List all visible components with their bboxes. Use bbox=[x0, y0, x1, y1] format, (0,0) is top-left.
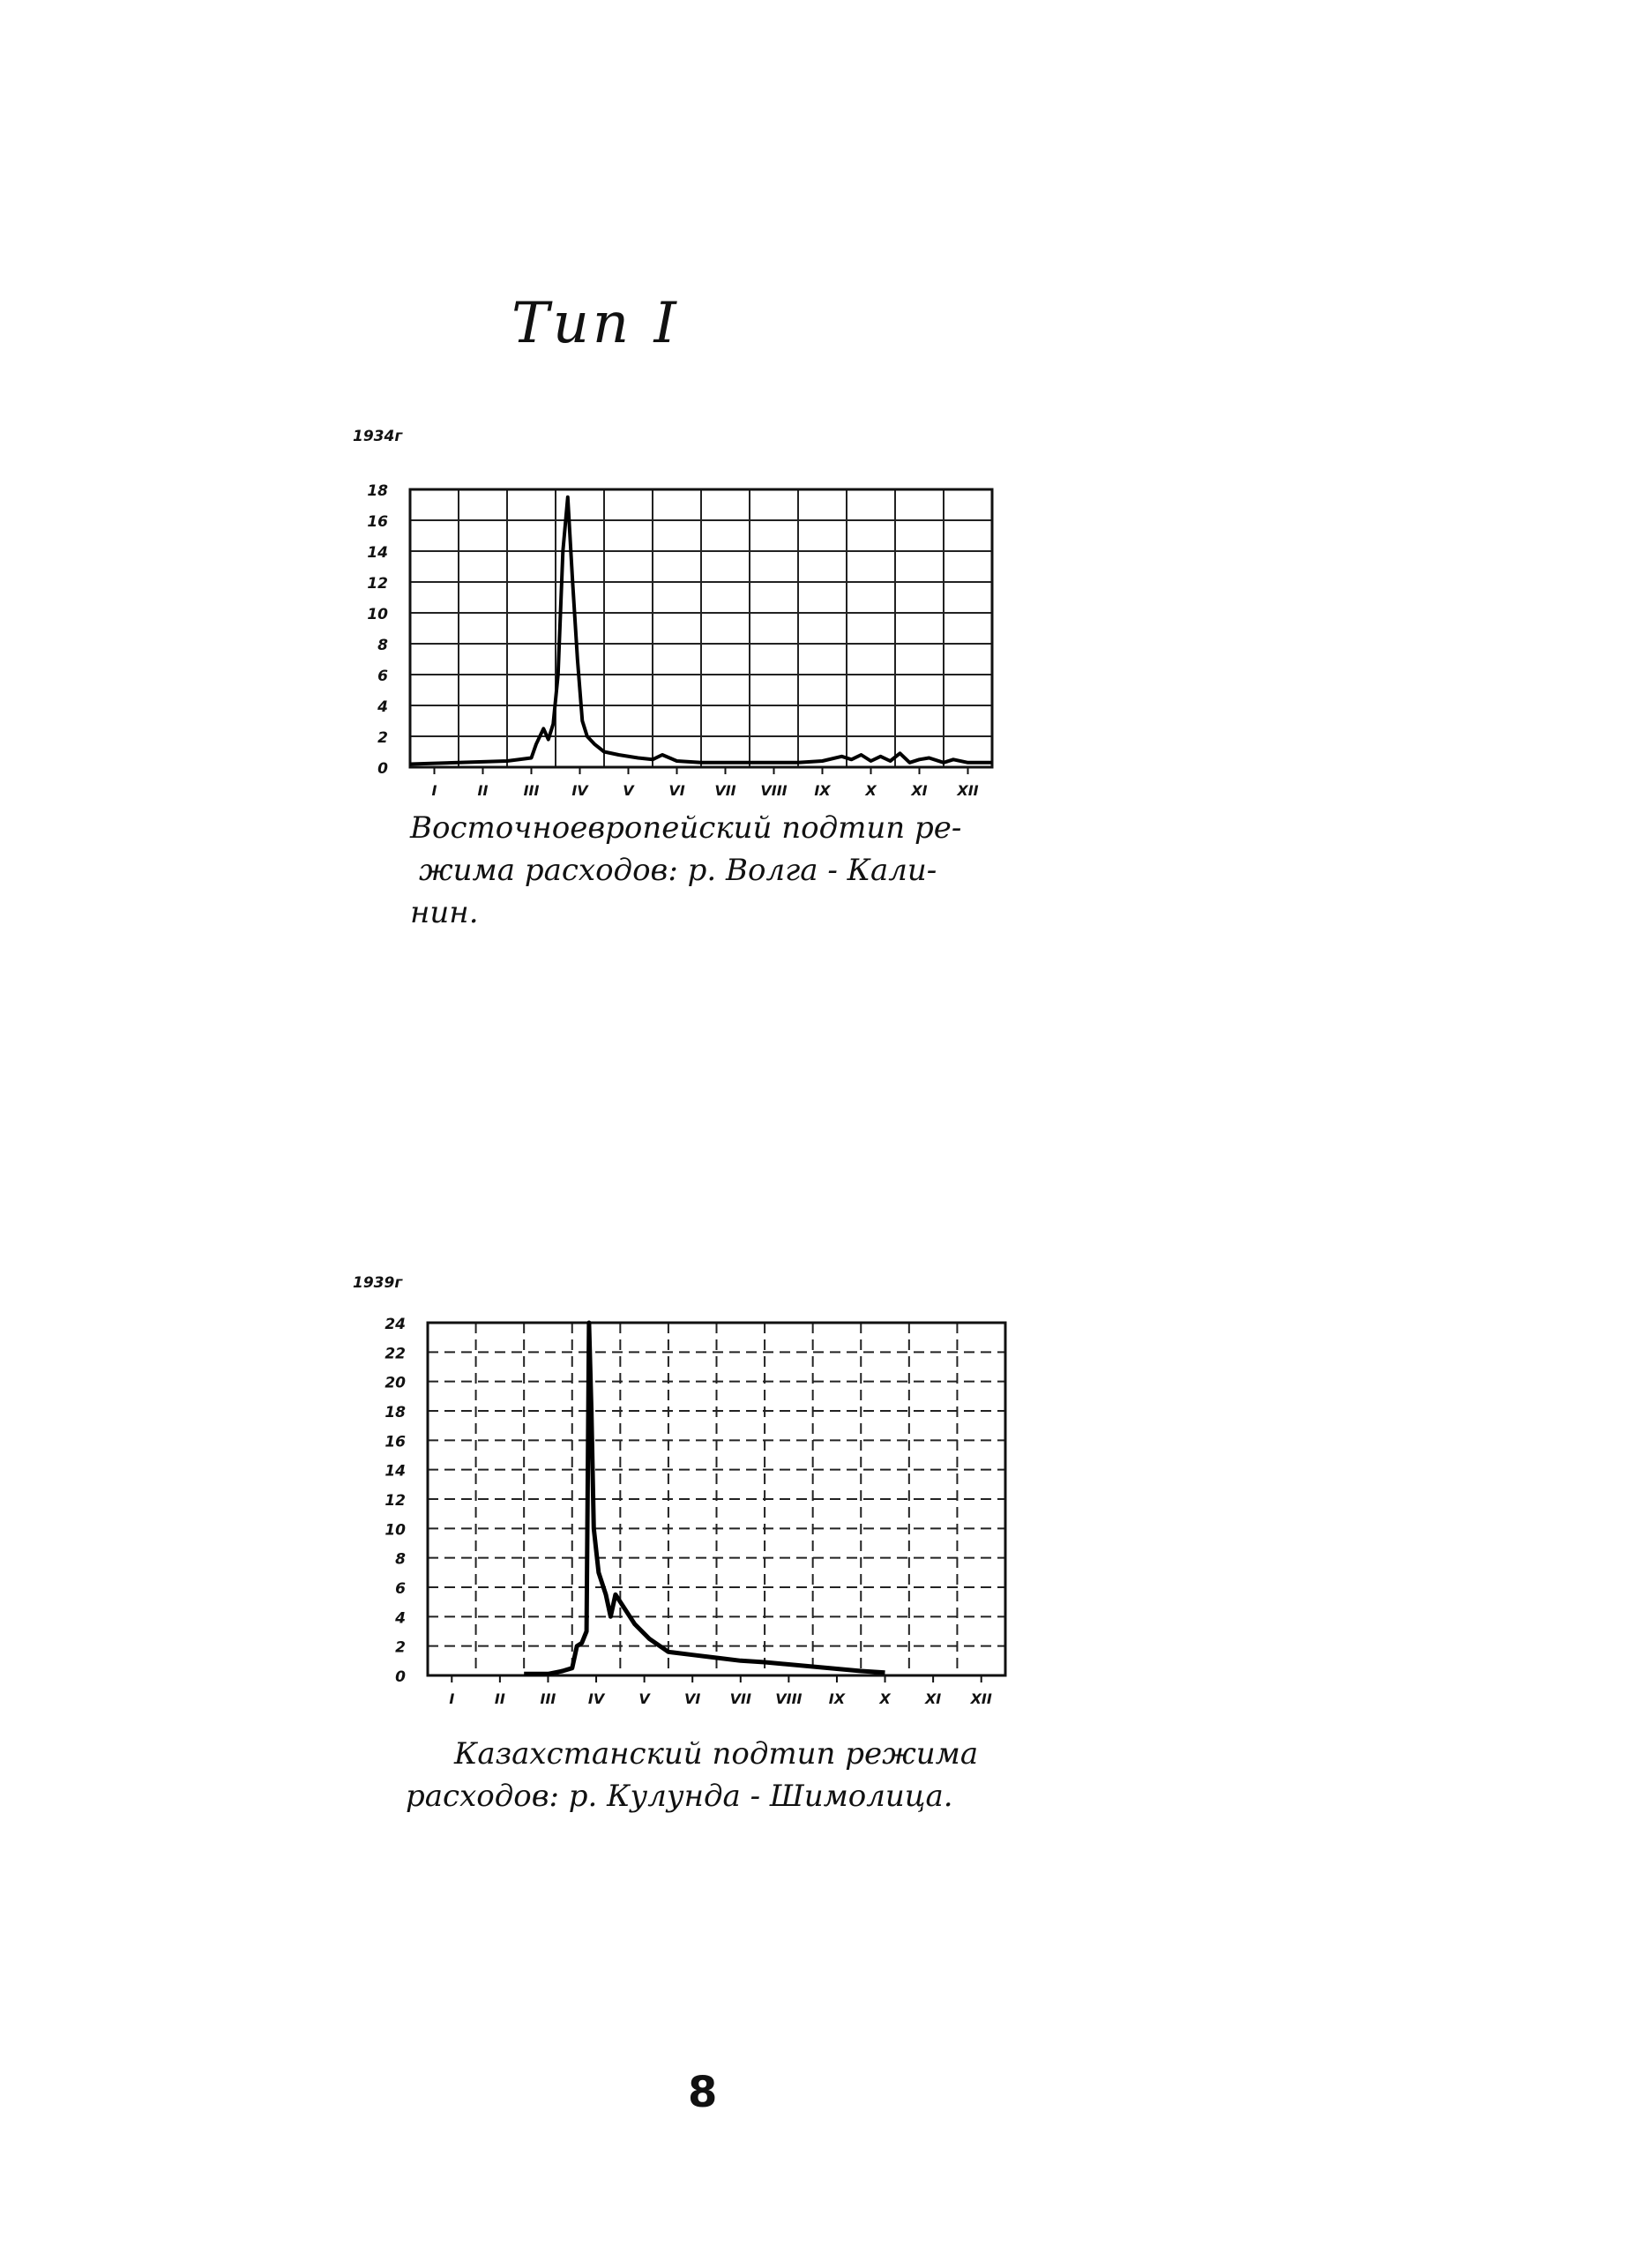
x-tick-label: VIII bbox=[775, 1690, 803, 1707]
x-tick-label: III bbox=[540, 1690, 556, 1707]
x-tick-label: XI bbox=[924, 1690, 942, 1707]
chart-caption-volga bbox=[410, 807, 1080, 934]
x-tick-label: VII bbox=[714, 782, 736, 799]
x-tick-label: IX bbox=[814, 782, 831, 799]
y-tick-label: 2 bbox=[377, 729, 388, 747]
y-tick-label: 8 bbox=[395, 1550, 406, 1569]
y-tick-label: 16 bbox=[367, 513, 388, 531]
x-tick-label: II bbox=[494, 1690, 505, 1707]
caption-line: нин. bbox=[410, 895, 479, 930]
chart-caption-kulunda bbox=[406, 1733, 1076, 1817]
caption-line: Восточноевропейский подтип ре- bbox=[410, 810, 962, 846]
x-tick-label: VI bbox=[668, 782, 685, 799]
y-tick-label: 14 bbox=[367, 544, 388, 562]
year-label: 1934г bbox=[353, 428, 403, 445]
caption-line: жима расходов: р. Волга - Кали- bbox=[419, 853, 937, 888]
x-tick-label: IV bbox=[587, 1690, 605, 1707]
x-tick-label: XII bbox=[957, 782, 979, 799]
y-tick-label: 22 bbox=[385, 1345, 406, 1363]
x-tick-label: I bbox=[431, 782, 437, 799]
chart-kulunda-shimolitsa bbox=[353, 1274, 1058, 1720]
x-tick-label: V bbox=[623, 782, 634, 799]
page-title: Тип I bbox=[511, 291, 680, 356]
x-tick-label: I bbox=[449, 1690, 455, 1707]
y-tick-label: 24 bbox=[385, 1316, 406, 1333]
page-number: 8 bbox=[688, 2068, 718, 2117]
y-tick-label: 20 bbox=[385, 1374, 406, 1392]
chart-volga-kalinin bbox=[353, 428, 1041, 820]
x-tick-label: XI bbox=[911, 782, 928, 799]
y-tick-label: 12 bbox=[385, 1492, 406, 1510]
x-tick-label: VI bbox=[684, 1690, 701, 1707]
x-tick-label: V bbox=[638, 1690, 650, 1707]
y-tick-label: 18 bbox=[385, 1404, 406, 1421]
y-tick-label: 4 bbox=[395, 1609, 406, 1628]
x-tick-label: IX bbox=[828, 1690, 846, 1707]
x-tick-label: X bbox=[865, 782, 877, 799]
y-tick-label: 0 bbox=[377, 760, 388, 778]
x-tick-label: III bbox=[523, 782, 540, 799]
year-label: 1939г bbox=[353, 1274, 403, 1292]
x-tick-label: VII bbox=[729, 1690, 751, 1707]
y-tick-label: 10 bbox=[385, 1521, 406, 1540]
x-tick-label: XII bbox=[970, 1690, 992, 1707]
caption-line: Казахстанский подтип режима bbox=[454, 1736, 979, 1772]
y-tick-label: 16 bbox=[385, 1433, 406, 1451]
x-tick-label: IV bbox=[571, 782, 588, 799]
y-tick-label: 6 bbox=[377, 668, 388, 685]
y-tick-label: 12 bbox=[367, 575, 388, 593]
y-tick-label: 0 bbox=[395, 1668, 406, 1686]
y-tick-label: 6 bbox=[395, 1580, 406, 1598]
x-tick-label: VIII bbox=[760, 782, 788, 799]
y-tick-label: 8 bbox=[377, 637, 388, 654]
y-tick-label: 10 bbox=[367, 606, 388, 623]
x-tick-label: X bbox=[879, 1690, 891, 1707]
caption-line: расходов: р. Кулунда - Шимолица. bbox=[406, 1779, 953, 1814]
y-tick-label: 18 bbox=[367, 482, 388, 500]
x-tick-label: II bbox=[477, 782, 489, 799]
y-tick-label: 2 bbox=[395, 1638, 406, 1657]
y-tick-label: 4 bbox=[377, 698, 388, 716]
y-tick-label: 14 bbox=[385, 1462, 406, 1481]
